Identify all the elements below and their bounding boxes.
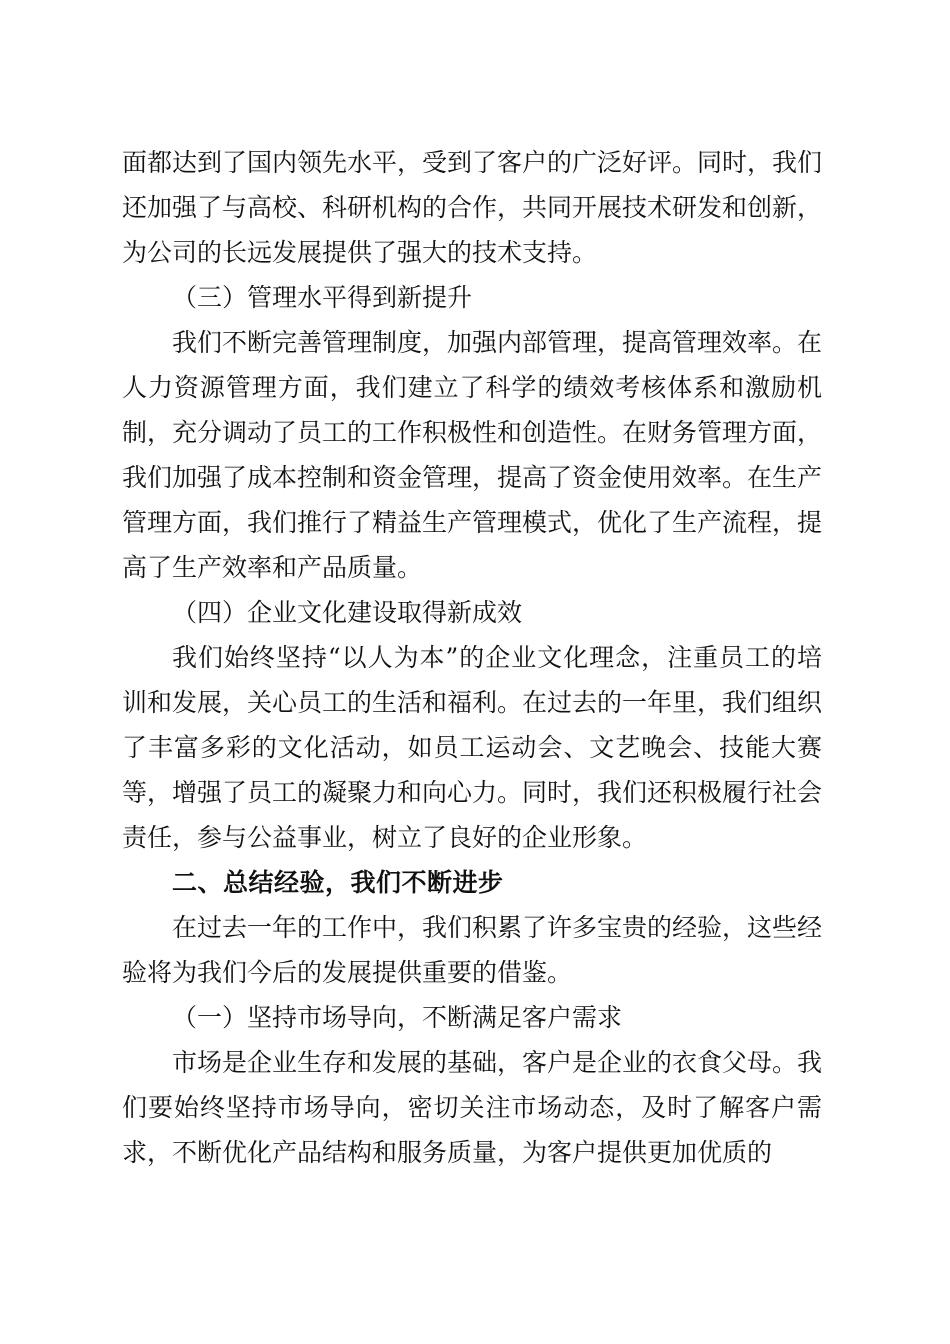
document-body	[122, 140, 822, 1175]
paragraph-corporate-culture: 我们始终坚持“以人为本”的企业文化理念，注重员工的培训和发展，关心员工的生活和福利。在过去的一年里，我们组织了丰富多彩的文化活动，如员工运动会、文艺晚会、技能大赛等，增强了员工的凝聚力和向心力。同时，我们还积极履行社会责任，参与公益事业，树立了良好的企业形象。	[122, 643, 823, 852]
subheading-corporate-culture: （四）企业文化建设取得新成效	[172, 598, 523, 627]
section-heading-experience: 二、总结经验，我们不断进步	[172, 868, 504, 897]
paragraph-management: 我们不断完善管理制度，加强内部管理，提高管理效率。在人力资源管理方面，我们建立了科学的绩效考核体系和激励机制，充分调动了员工的工作积极性和创造性。在财务管理方面，我们加强了成本控制和资金管理，提高了资金使用效率。在生产管理方面，我们推行了精益生产管理模式，优化了生产流程，提高了生产效率和产品质量。	[122, 328, 823, 582]
paragraph-tech-innovation-continued: 面都达到了国内领先水平，受到了客户的广泛好评。同时，我们还加强了与高校、科研机构的合作，共同开展技术研发和创新，为公司的长远发展提供了强大的技术支持。	[122, 148, 823, 267]
paragraph-experience-intro: 在过去一年的工作中，我们积累了许多宝贵的经验，这些经验将为我们今后的发展提供重要的借鉴。	[122, 913, 823, 987]
subheading-market-orientation: （一）坚持市场导向，不断满足客户需求	[172, 1003, 623, 1032]
subheading-management: （三）管理水平得到新提升	[172, 283, 473, 312]
paragraph-market-orientation: 市场是企业生存和发展的基础，客户是企业的衣食父母。我们要始终坚持市场导向，密切关注市场动态，及时了解客户需求，不断优化产品结构和服务质量，为客户提供更加优质的	[122, 1048, 823, 1167]
